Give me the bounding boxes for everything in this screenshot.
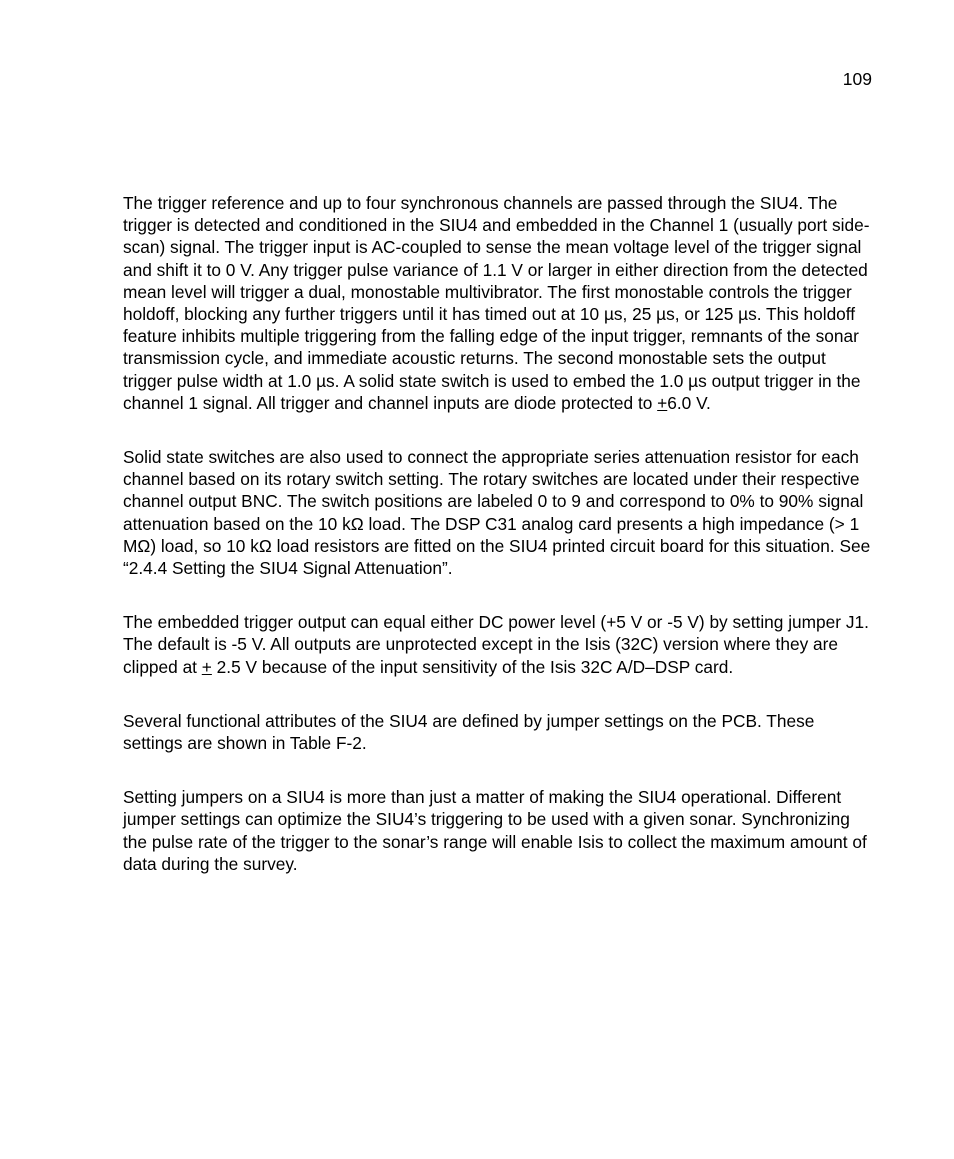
document-body	[123, 192, 875, 907]
paragraph-text: Setting jumpers on a SIU4 is more than just a matter of making the SIU4 operational. Different jumper settings can optimize the SIU4’s triggering to be used with a given sonar. Synchronizing the pulse rate of the trigger to the sonar’s range will enable Isis to collect the maximum amount of data during the survey.	[123, 787, 867, 874]
page-number: 109	[842, 69, 872, 89]
paragraph-tail: 2.5 V because of the input sensitivity of the Isis 32C A/D–DSP card.	[211, 656, 734, 677]
paragraph-trigger-reference	[123, 192, 875, 414]
paragraph-setting-jumpers	[123, 786, 875, 875]
plus-minus-symbol: +	[201, 656, 212, 677]
paragraph-solid-state-switches	[123, 446, 875, 579]
paragraph-text: Solid state switches are also used to connect the appropriate series attenuation resistor for each channel based on its rotary switch setting. The rotary switches are located under their respective channel output BNC. The switch positions are labeled 0 to 9 and correspond to 0% to 90% signal attenuation based on the 10 kΩ load. The DSP C31 analog card presents a high impedance (> 1 MΩ) load, so 10 kΩ load resistors are fitted on the SIU4 printed circuit board for this situation. See “2.4.4 Setting the SIU4 Signal Attenuation”.	[123, 447, 871, 579]
paragraph-functional-attributes	[123, 710, 875, 754]
paragraph-tail: 6.0 V.	[667, 392, 711, 413]
paragraph-embedded-trigger-output	[123, 611, 875, 678]
plus-minus-symbol: +	[657, 392, 668, 413]
paragraph-text: The trigger reference and up to four synchronous channels are passed through the SIU4. The trigger is detected and conditioned in the SIU4 and embedded in the Channel 1 (usually port side-scan) signal. The trigger input is AC-coupled to sense the mean voltage level of the trigger signal and shift it to 0 V. Any trigger pulse variance of 1.1 V or larger in either direction from the detected mean level will trigger a dual, monostable multivibrator. The first monostable controls the trigger holdoff, blocking any further triggers until it has timed out at 10 µs, 25 µs, or 125 µs. This holdoff feature inhibits multiple triggering from the falling edge of the input trigger, remnants of the sonar transmission cycle, and immediate acoustic returns. The second monostable sets the output trigger pulse width at 1.0 µs. A solid state switch is used to embed the 1.0 µs output trigger in the channel 1 signal. All trigger and channel inputs are diode protected to	[123, 193, 870, 413]
paragraph-text: The embedded trigger output can equal either DC power level (+5 V or -5 V) by setting jumper J1. The default is -5 V. All outputs are unprotected except in the Isis (32C) version where they are clipped at	[123, 612, 869, 677]
paragraph-text: Several functional attributes of the SIU4 are defined by jumper settings on the PCB. These settings are shown in Table F-2.	[123, 710, 815, 754]
